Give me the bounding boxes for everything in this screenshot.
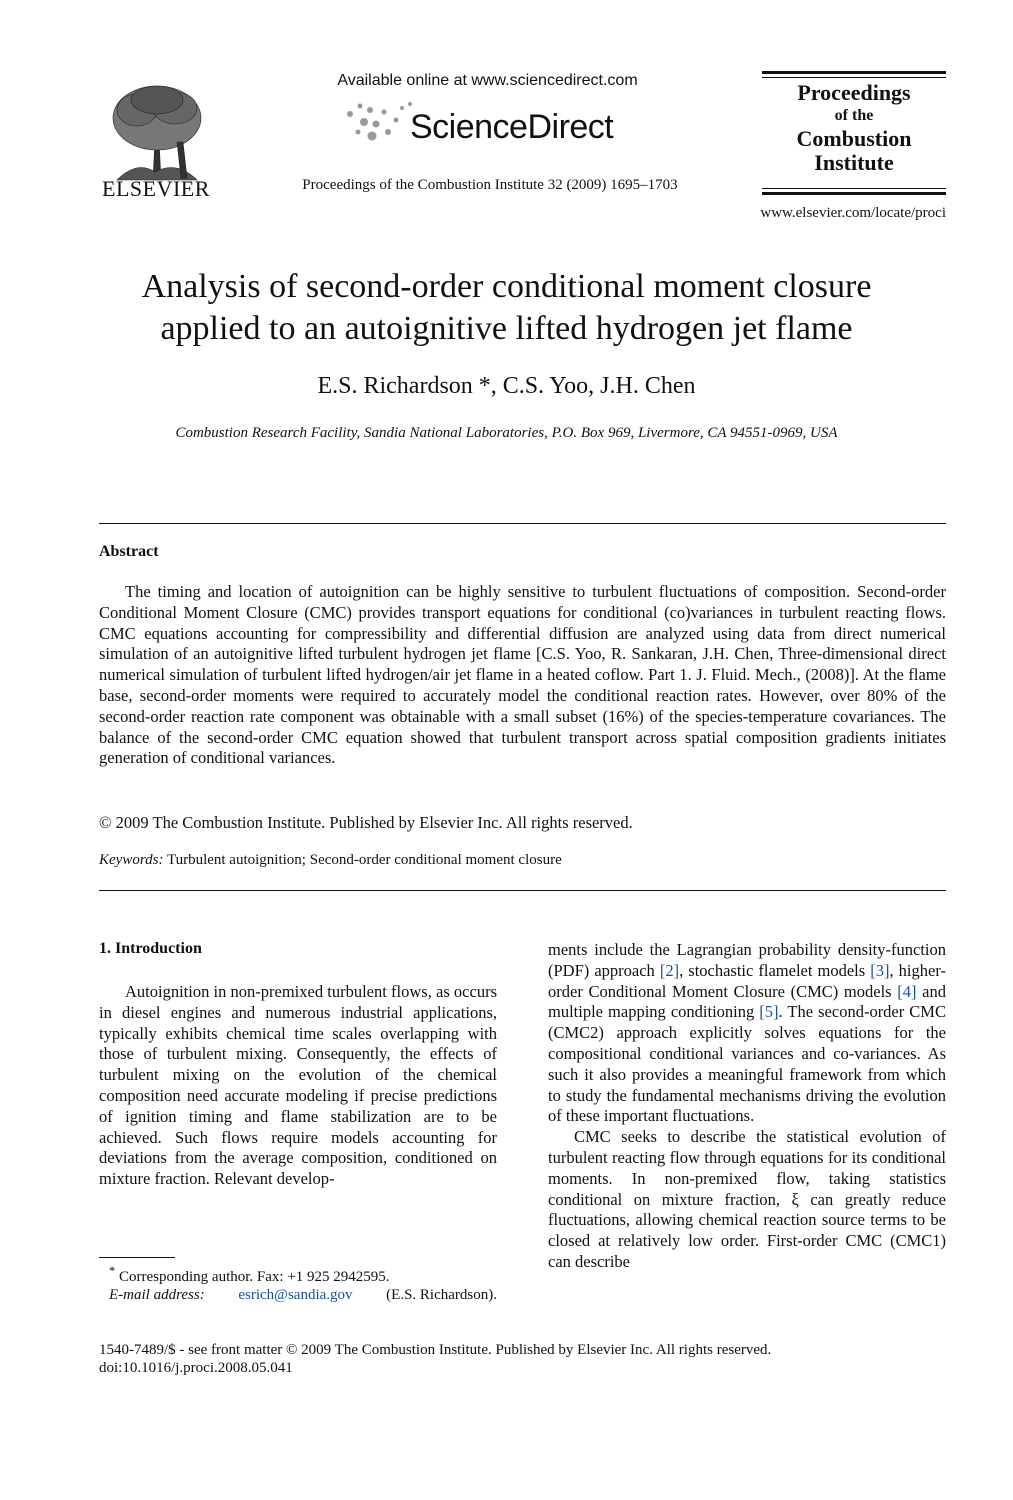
title-line-1: Analysis of second-order conditional moment closure — [141, 268, 872, 305]
email-label: E-mail address: — [109, 1287, 205, 1303]
citation-link-5[interactable]: [5] — [759, 1002, 779, 1022]
available-online-text: Available online at www.sciencedirect.com — [337, 72, 638, 89]
footnote — [99, 1262, 497, 1304]
footnote-marker: * — [109, 1264, 116, 1278]
abstract-copyright: © 2009 The Combustion Institute. Published by Elsevier Inc. All rights reserved. — [99, 813, 633, 832]
journal-title-box — [762, 71, 946, 195]
doi-line: doi:10.1016/j.proci.2008.05.041 — [99, 1360, 293, 1376]
abstract-body: The timing and location of autoignition can be highly sensitive to turbulent fluctuations of composition. Second-order Conditional Moment Closure (CMC) provides transport equations for conditional (co)variances in turbulent reacting flows. CMC equations accounting for compressibility and differential diffusion are analyzed using data from direct numerical simulation of an autoignitive lifted turbulent hydrogen jet flame [C.S. Yoo, R. Sankaran, J.H. Chen, Three-dimensional direct numerical simulation of turbulent lifted hydrogen/air jet flame in a heated coflow. Part 1. J. Fluid. Mech., (2008)]. At the flame base, second-order moments were required to accurately model the conditional reaction rates. However, over 80% of the second-order reaction rate component was obtainable with a small subset (16%) of the species-temperature covariances. The balance of the second-order CMC equation showed that turbulent transport across spatial composition gradients initiates generation of conditional variances. — [99, 582, 946, 768]
footnote-fax: Corresponding author. Fax: +1 925 2942595. — [119, 1269, 390, 1285]
intro-right-paragraph-1: ments include the Lagrangian probability density-function (PDF) approach [2], stochastic flamelet models [3], higher-order Conditional Moment Closure (CMC) models [4] and multiple mapping conditioning [5]. The second-order CMC (CMC2) approach explicitly solves equations for the compositional conditional variances and co-variances. As such it also provides a meaningful framework from which to study the fundamental mechanisms driving the evolution of these important fluctuations. — [548, 940, 946, 1126]
keywords — [99, 852, 562, 869]
citation-link-4[interactable]: [4] — [897, 981, 917, 1001]
keywords-text: Turbulent autoignition; Second-order conditional moment closure — [166, 852, 562, 868]
citation-link-3[interactable]: [3] — [870, 960, 890, 980]
journal-box-line2: of the — [834, 107, 874, 125]
journal-box-line3: Combustion — [796, 125, 912, 151]
divider — [99, 890, 946, 891]
publisher-name: ELSEVIER — [102, 176, 210, 201]
front-matter-info — [99, 1341, 946, 1377]
intro-right-column — [548, 940, 946, 1273]
citation-link-2[interactable]: [2] — [659, 960, 680, 980]
journal-box-line1: Proceedings — [797, 80, 911, 105]
author-list: E.S. Richardson *, C.S. Yoo, J.H. Chen — [317, 373, 696, 399]
affiliation: Combustion Research Facility, Sandia National Laboratories, P.O. Box 969, Livermore, CA 94551-0969, USA — [175, 425, 838, 441]
front-matter-line: 1540-7489/$ - see front matter © 2009 The Combustion Institute. Published by Elsevier Inc. All rights reserved. — [99, 1342, 772, 1358]
section-heading-introduction: 1. Introduction — [99, 940, 202, 957]
keywords-label: Keywords: — [99, 852, 164, 868]
article-title — [60, 266, 953, 350]
intro-right-paragraph-2: CMC seeks to describe the statistical evolution of turbulent reacting flow through equations for its conditional moments. In non-premixed flow, taking statistics conditional on mixture fraction, ξ can greatly reduce fluctuations, allowing chemical reaction source terms to be closed at relatively low order. First-order CMC (CMC1) can describe — [548, 1127, 946, 1271]
abstract-heading: Abstract — [99, 543, 159, 560]
footnote-divider — [99, 1257, 175, 1258]
email-link[interactable]: esrich@sandia.gov — [238, 1287, 353, 1303]
journal-box-line4: Institute — [814, 149, 894, 175]
title-line-2: applied to an autoignitive lifted hydrogen jet flame — [160, 310, 853, 347]
email-owner: (E.S. Richardson). — [386, 1287, 497, 1303]
journal-citation: Proceedings of the Combustion Institute 32 (2009) 1695–1703 — [302, 177, 678, 193]
divider — [99, 523, 946, 524]
sciencedirect-wordmark: ScienceDirect — [410, 108, 614, 146]
journal-url[interactable]: www.elsevier.com/locate/proci — [760, 205, 946, 221]
intro-left-paragraph: Autoignition in non-premixed turbulent flows, as occurs in diesel engines and numerous industrial applications, typically exhibits chemical time scales overlapping with those of turbulent mixing. Consequently, the effects of turbulent mixing on the evolution of the chemical composition need accurate modeling if precise predictions of ignition timing and flame stabilization are to be achieved. Such flows require models accounting for deviations from the average composition, conditioned on mixture fraction. Relevant develop- — [99, 982, 497, 1189]
